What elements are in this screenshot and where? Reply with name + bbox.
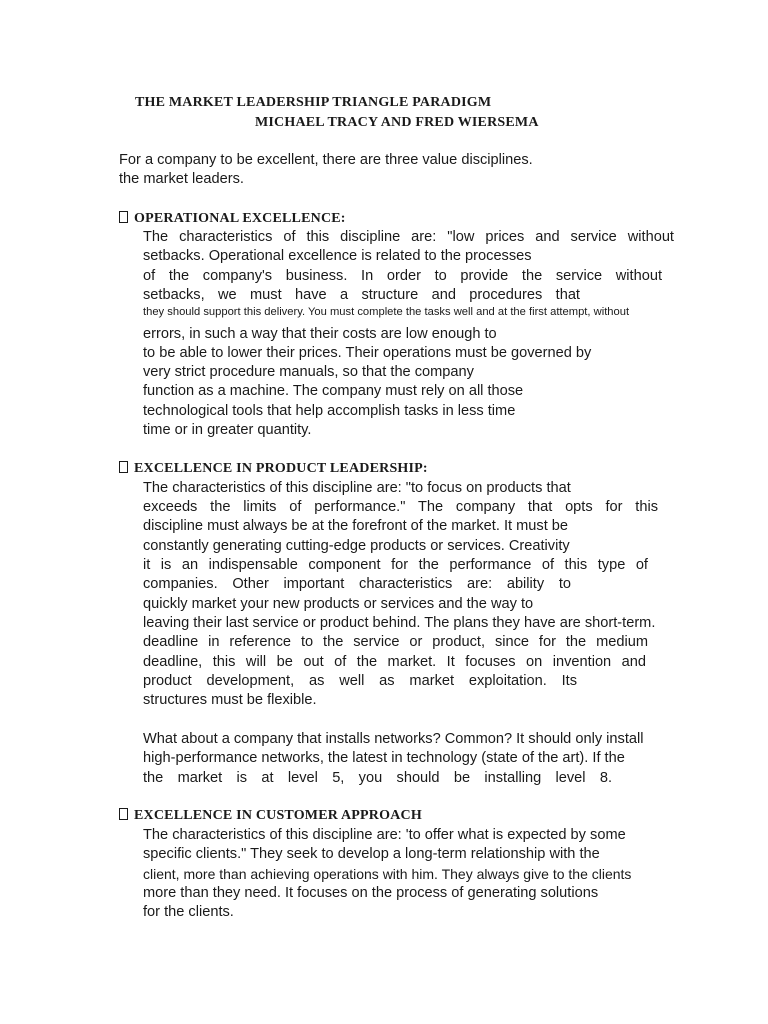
note-line: What about a company that installs networks? Common? It should only install bbox=[143, 731, 644, 747]
section-line: it is an indispensable component for the performance of this type of bbox=[143, 557, 648, 573]
section-heading-text: EXCELLENCE IN CUSTOMER APPROACH bbox=[134, 808, 422, 823]
section-line: exceeds the limits of performance." The company that opts for this bbox=[143, 499, 658, 515]
section-line: leaving their last service or product behind. The plans they have are short-term. bbox=[143, 615, 656, 631]
checkbox-bullet-icon bbox=[119, 461, 128, 473]
section-line: function as a machine. The company must rely on all those bbox=[143, 383, 524, 399]
section-line: very strict procedure manuals, so that the company bbox=[143, 364, 474, 380]
note-line: the market is at level 5, you should be installing level 8. bbox=[143, 770, 612, 786]
section-heading-text: OPERATIONAL EXCELLENCE: bbox=[134, 211, 346, 226]
section-heading-customer-approach bbox=[119, 808, 422, 824]
intro-line: For a company to be excellent, there are three value disciplines. bbox=[119, 152, 533, 168]
document-title: THE MARKET LEADERSHIP TRIANGLE PARADIGM bbox=[135, 95, 492, 110]
section-line: time or in greater quantity. bbox=[143, 422, 312, 438]
section-heading-text: EXCELLENCE IN PRODUCT LEADERSHIP: bbox=[134, 461, 428, 476]
section-heading-operational-excellence bbox=[119, 211, 346, 227]
section-line: companies. Other important characteristics are: ability to bbox=[143, 576, 571, 592]
section-line: errors, in such a way that their costs are low enough to bbox=[143, 326, 497, 342]
section-line: they should support this delivery. You must complete the tasks well and at the first attempt, without bbox=[143, 306, 630, 318]
section-line: for the clients. bbox=[143, 904, 234, 920]
section-line: of the company's business. In order to provide the service without bbox=[143, 268, 662, 284]
checkbox-bullet-icon bbox=[119, 808, 128, 820]
intro-line: the market leaders. bbox=[119, 171, 244, 187]
section-line: quickly market your new products or services and the way to bbox=[143, 596, 534, 612]
section-line: client, more than achieving operations with him. They always give to the clients bbox=[143, 866, 632, 882]
section-line: specific clients." They seek to develop a long-term relationship with the bbox=[143, 846, 600, 862]
section-line: The characteristics of this discipline are: "to focus on products that bbox=[143, 480, 571, 496]
section-heading-product-leadership bbox=[119, 461, 428, 477]
section-line: setbacks, we must have a structure and procedures that bbox=[143, 287, 580, 303]
checkbox-bullet-icon bbox=[119, 211, 128, 223]
section-line: product development, as well as market exploitation. Its bbox=[143, 673, 577, 689]
section-line: technological tools that help accomplish tasks in less time bbox=[143, 403, 516, 419]
section-line: The characteristics of this discipline are: 'to offer what is expected by some bbox=[143, 827, 626, 843]
document-authors: MICHAEL TRACY AND FRED WIERSEMA bbox=[255, 115, 539, 130]
section-line: discipline must always be at the forefront of the market. It must be bbox=[143, 518, 569, 534]
section-line: deadline, this will be out of the market. It focuses on invention and bbox=[143, 654, 646, 670]
section-line: setbacks. Operational excellence is related to the processes bbox=[143, 248, 532, 264]
section-line: more than they need. It focuses on the process of generating solutions bbox=[143, 885, 599, 901]
section-line: structures must be flexible. bbox=[143, 692, 317, 708]
note-line: high-performance networks, the latest in technology (state of the art). If the bbox=[143, 750, 625, 766]
section-line: constantly generating cutting-edge products or services. Creativity bbox=[143, 538, 570, 554]
section-line: to be able to lower their prices. Their operations must be governed by bbox=[143, 345, 592, 361]
section-line: deadline in reference to the service or product, since for the medium bbox=[143, 634, 648, 650]
section-line: The characteristics of this discipline are: "low prices and service without bbox=[143, 229, 674, 245]
